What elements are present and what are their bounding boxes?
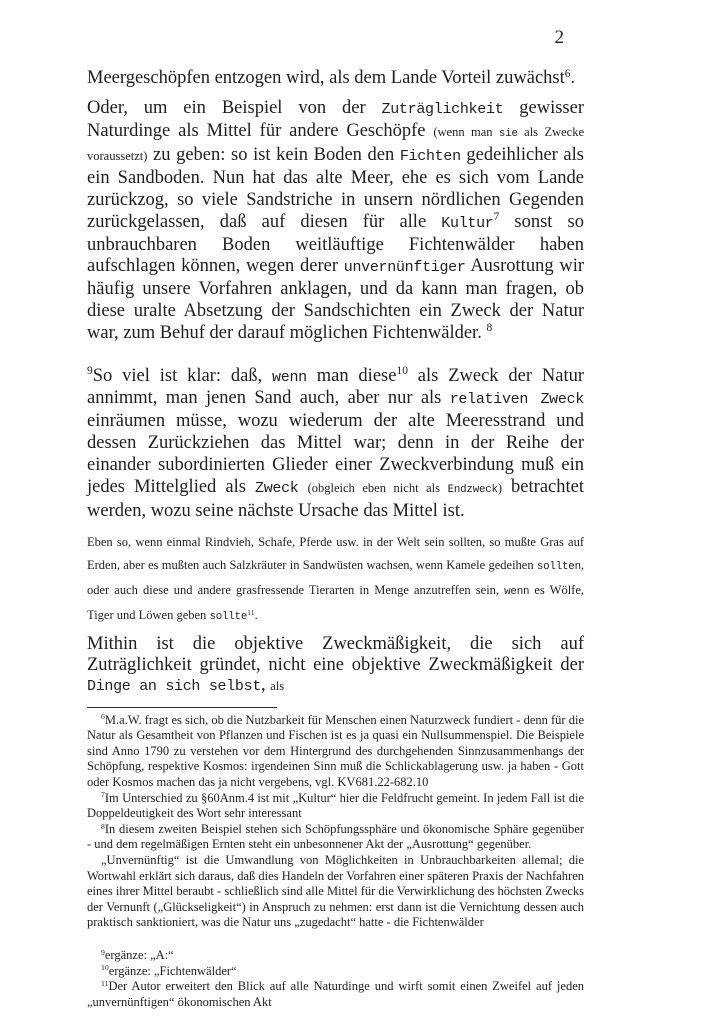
text-segment: Dinge an sich selbst [87, 678, 262, 696]
text-segment: Oder, um ein Beispiel von der [87, 97, 382, 118]
text-segment: Im Unterschied zu §60Anm.4 ist mit „Kultur“ hier die Feldfrucht gemeint. In jedem Fall ist die Doppeldeutigkeit des Wort sehr interessant [87, 790, 584, 821]
paragraph-so-viel-ist-klar [87, 366, 584, 524]
text-segment: . [570, 68, 576, 88]
footnote-marker: 7 [101, 790, 105, 800]
paragraph-eben-so [87, 531, 584, 629]
paragraph-meergeschoepfen [87, 68, 584, 90]
text-segment: sollten [536, 561, 581, 574]
footnote-marker: 6 [101, 712, 105, 722]
text-segment: So viel ist klar: daß, [92, 365, 273, 386]
text-segment: relativen Zweck [449, 391, 584, 409]
text-segment: als Zwecke voraussetzt) [87, 124, 585, 164]
footnote-marker: 8 [101, 821, 105, 831]
footnote-rule [87, 707, 277, 708]
footnote-marker: 7 [493, 211, 500, 224]
text-segment: (wenn man [433, 124, 499, 139]
paragraph-mithin [87, 634, 584, 698]
text-segment: sonst so unbrauchbaren Boden weitläuftige Fichtenwälder haben aufschlagen können, wegen derer [87, 211, 584, 277]
footnote-10 [87, 964, 584, 980]
text-segment: ergänze: „A:“ [104, 947, 174, 962]
footnote-marker: 10 [396, 365, 408, 378]
text-segment: ) [497, 480, 502, 495]
text-segment: zu geben: so ist kein Boden den [147, 145, 400, 166]
text-segment: einräumen müsse, wozu wiederum der alte Meeresstrand und dessen Zurückziehen das Mittel war; denn in der Reihe der einander subordinierten Glieder einer Zweckverbindung muß ein jedes Mittelglied als [87, 411, 584, 497]
footnote-7 [87, 791, 584, 822]
text-segment: ergänze: „Fichtenwälder“ [108, 963, 237, 978]
footnote-marker: 6 [564, 67, 571, 80]
footnote-6 [87, 713, 584, 791]
text-segment: sie [498, 127, 518, 140]
text-segment: Fichten [399, 148, 461, 166]
text-segment: , oder auch diese und andere grasfressende Tierarten in Menge anzutreffen sein, [87, 558, 584, 598]
text-segment: M.a.W. fragt es sich, ob die Nutzbarkeit für Menschen einen Naturzweck fundiert - denn für die Natur als Gesamtheit von Pflanzen und Fischen ist es ja quasi ein Nullsummenspiel. Die Beispiele sind Anno 1790 zu verstehen vor dem Hintergrund des durchgehenden Sinnzusammenhangs der Schöpfung, respektive Kosmos: irgendeinen Sinn muß die Schlickablagerung usw. ja haben - Gott oder Kosmos machen das ja nicht vergebens, vgl. KV681.22-682.10 [87, 712, 584, 790]
paragraph-oder-beispiel [87, 98, 584, 345]
footnote-8-continued [87, 853, 584, 931]
text-segment: „Unvernünftig“ ist die Umwandlung von Möglichkeiten in Unbrauchbarkeiten allemal; die Wortwahl erklärt sich daraus, daß dies Handeln der Vorfahren einer späteren Praxis der Nachfahren eines ihrer Mittel beraubt - schließlich sind alle Mittel für die Verwirklichung des höchsten Zwecks der Vernunft („Glückseligkeit“) in Anspruch zu nehmen: erst dann ist die Vernichtung dessen auch praktisch sanktioniert, was die Natur uns „zugedacht“ hatte - die Fichtenwälder [87, 852, 584, 930]
text-segment: Meergeschöpfen entzogen wird, als dem Lande Vorteil zuwächst [87, 68, 565, 88]
text-segment: gewisser Naturdinge als Mittel für andere Geschöpfe [87, 97, 584, 141]
text-segment: es Wölfe, Tiger und Löwen geben [87, 583, 585, 623]
footnote-marker: 8 [486, 322, 493, 335]
footnote-marker: 11 [101, 978, 109, 988]
footnote-marker: 9 [87, 365, 93, 378]
text-segment: Eben so, wenn einmal Rindvieh, Schafe, Pferde usw. in der Welt sein sollten, so mußte Gras auf Erden, aber es mußten auch Salzkräuter in Sandwüsten wachsen, wenn Kamele gedeihen [87, 535, 584, 573]
text-segment: , [261, 675, 271, 696]
footnote-marker: 9 [101, 947, 105, 957]
text-segment: Zuträglichkeit [381, 100, 504, 118]
text-segment: wenn [272, 368, 307, 386]
text-segment: In diesem zweiten Beispiel stehen sich Schöpfungssphäre und ökonomische Sphäre gegenüber - und dem regelmäßigen Ernten steht ein unbesonnener Akt der „Ausrottung“ gegenüber. [87, 821, 584, 852]
text-segment: Kultur [441, 214, 494, 232]
page-number: 2 [554, 27, 564, 48]
text-segment: betrachtet werden, wozu seine nächste Ursache das Mittel ist. [87, 476, 584, 522]
footnote-9 [87, 948, 584, 964]
text-segment: Zweck [255, 479, 299, 497]
footnote-marker: 10 [101, 963, 109, 973]
text-segment: Endzweck [447, 483, 498, 496]
footnote-marker: 11 [247, 607, 255, 617]
text-segment [299, 477, 308, 497]
text-segment: als [270, 679, 285, 694]
text-segment: als Zweck der Natur annimmt, man jenen Sand auch, aber nur als [87, 365, 584, 409]
text-segment: wenn [504, 586, 530, 599]
footnote-11 [87, 979, 584, 1010]
text-segment: (obgleich eben nicht als [307, 480, 448, 495]
text-segment: man diese [306, 365, 397, 386]
footnote-section [87, 713, 584, 1011]
text-segment: Der Autor erweitert den Blick auf alle Naturdinge und wirft somit einen Zweifel auf jeden „unvernünftigen“ ökonomischen Akt [87, 979, 584, 1009]
text-segment: Ausrottung wir häufig unsere Vorfahren anklagen, und da kann man fragen, ob diese uralte Absetzung der Sandschichten ein Zweck der Natur war, zum Behuf der darauf möglichen Fichtenwälder. [87, 256, 584, 343]
text-segment: sollte [209, 611, 248, 624]
text-segment: . [254, 608, 258, 623]
footnote-8 [87, 822, 584, 853]
text-segment: gedeihlicher als ein Sandboden. Nun hat das alte Meer, ehe es sich vom Lande zurückzog, so viele Sandstriche in unsern nördlichen Gegenden zurückgelassen, daß auf diesen für alle [87, 145, 584, 232]
text-block [87, 68, 584, 1010]
text-segment: unvernünftiger [343, 259, 466, 277]
text-segment: Mithin ist die objektive Zweckmäßigkeit, die sich auf Zuträglichkeit gründet, nicht eine objektive Zweckmäßigkeit der [87, 634, 584, 675]
